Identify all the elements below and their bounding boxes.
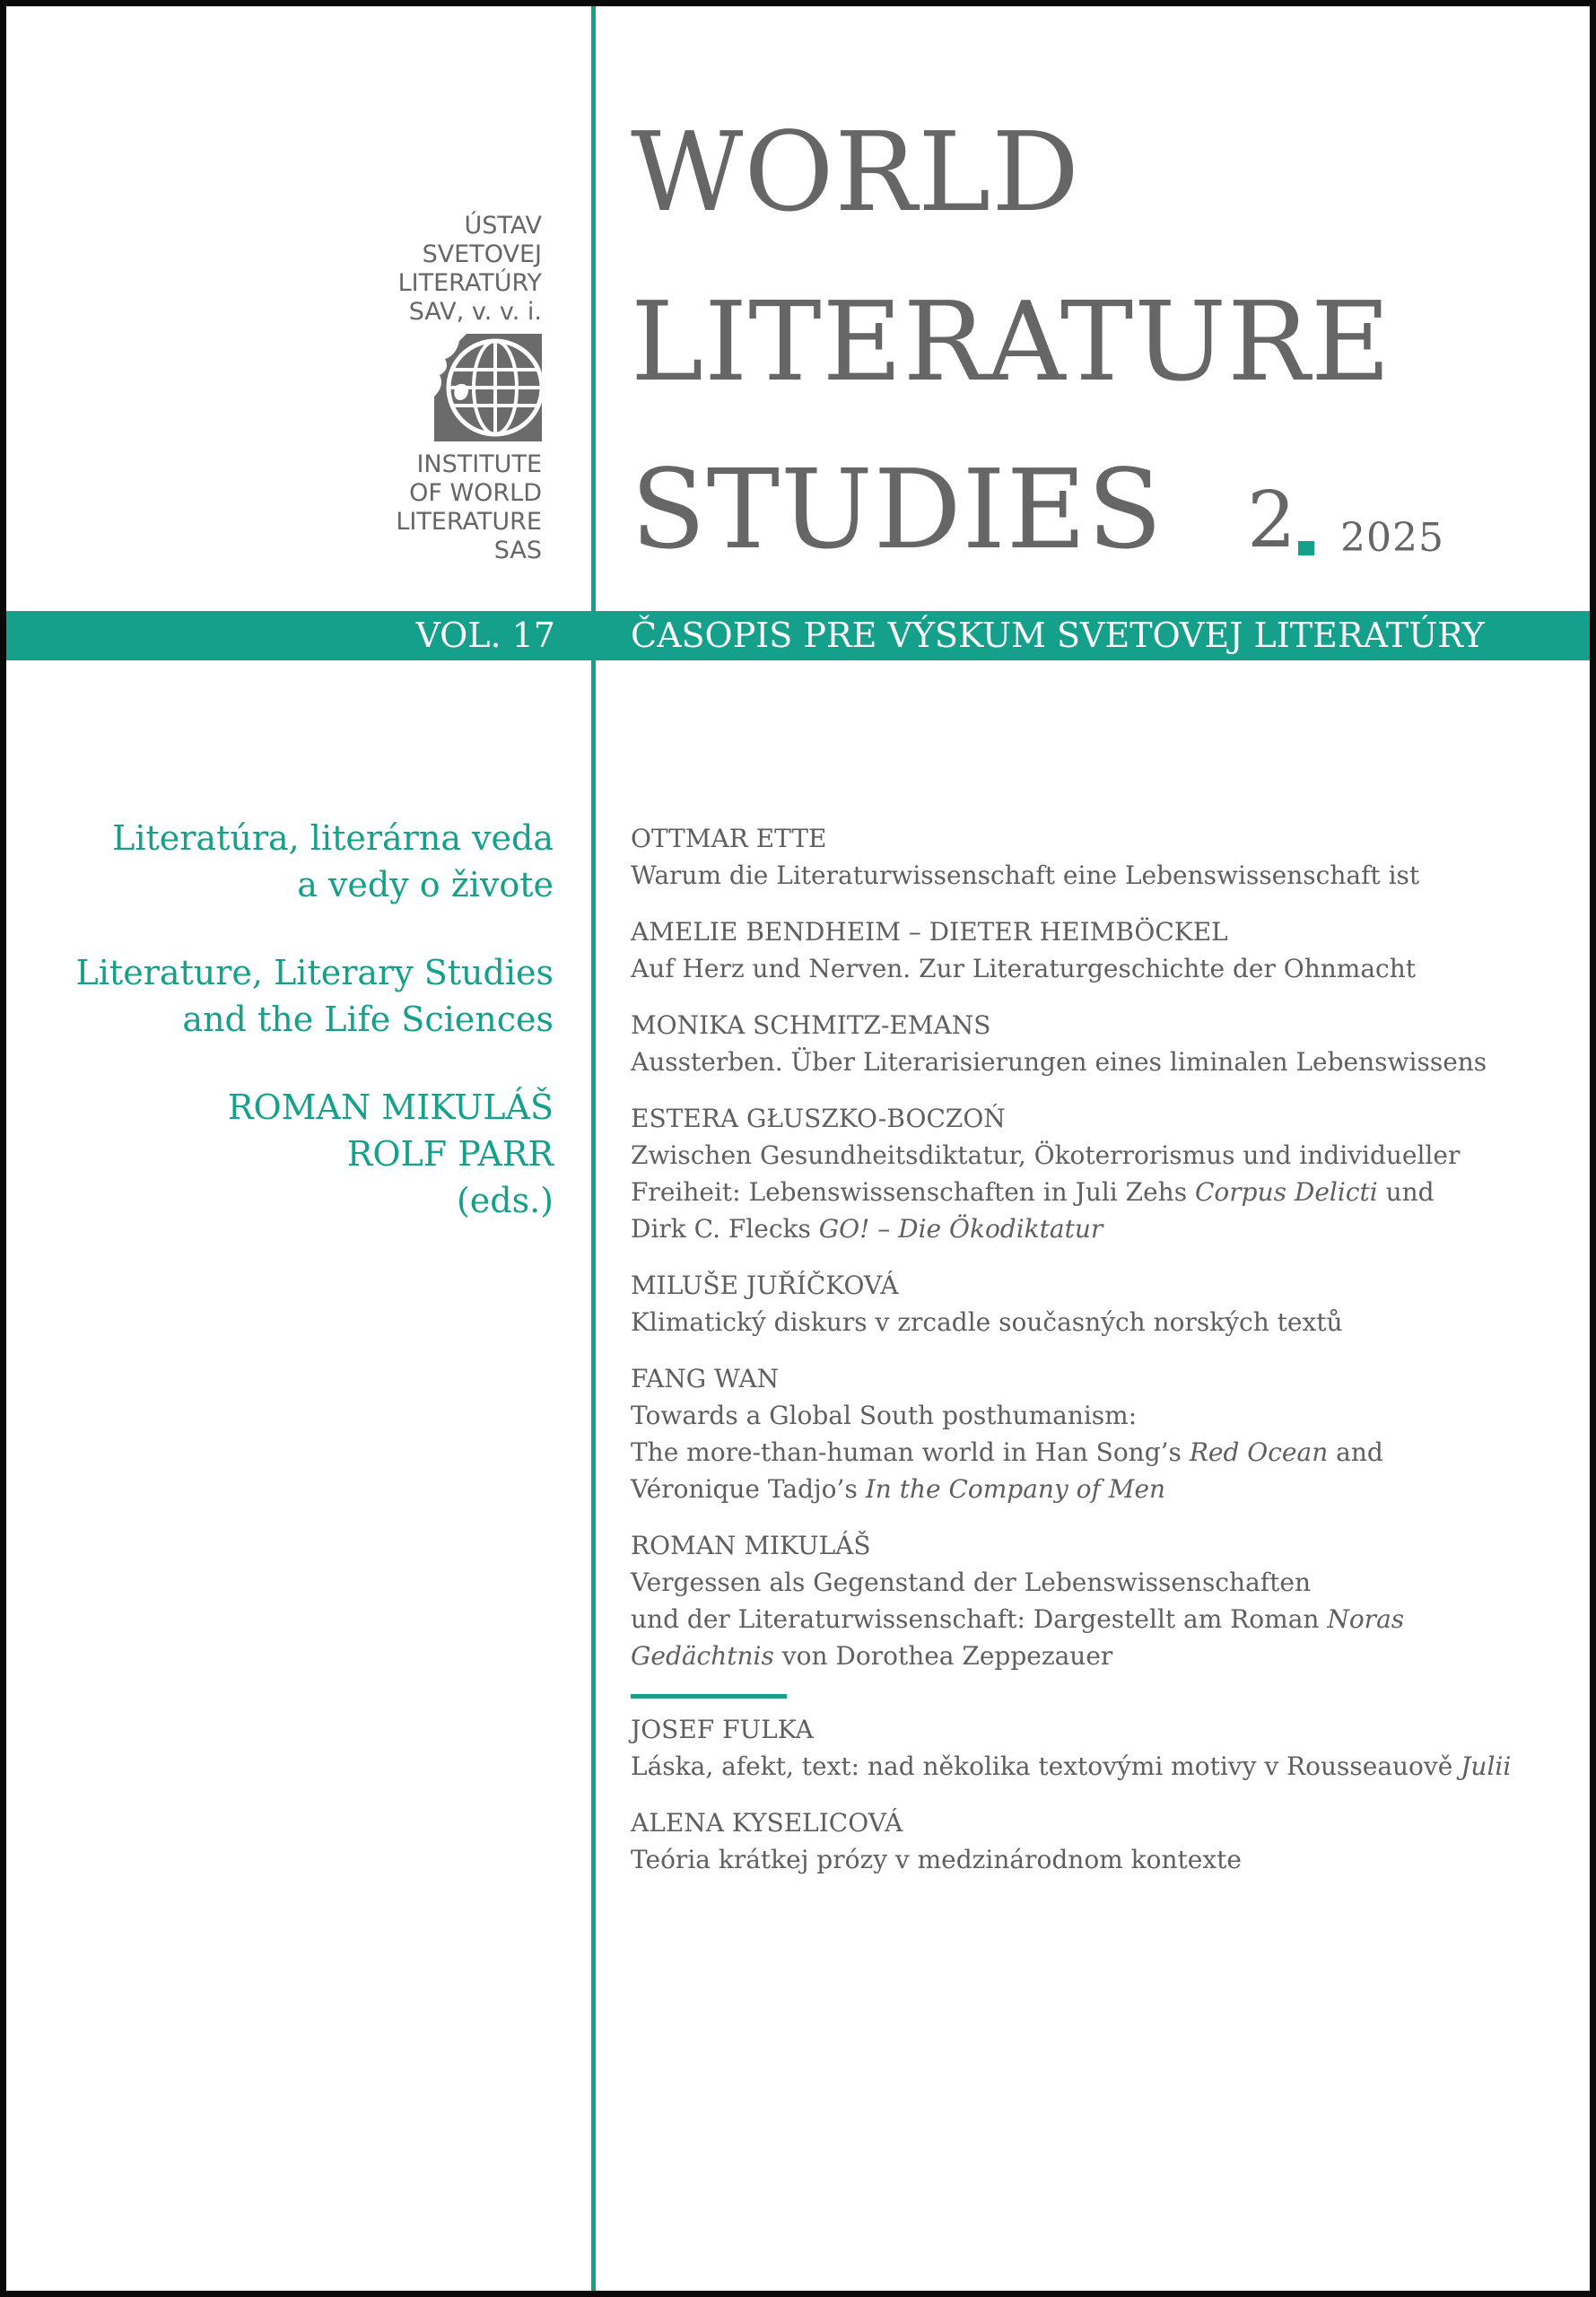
toc-title-italic: Gedächtnis	[631, 1641, 774, 1671]
toc-entry	[631, 1804, 1564, 1878]
toc-entry	[631, 1267, 1564, 1341]
toc-author: OTTMAR ETTE	[631, 824, 827, 853]
toc-title-line	[631, 1638, 1564, 1674]
toc-author: ESTERA GŁUSZKO-BOCZOŃ	[631, 1104, 1006, 1133]
theme-line: Literatúra, literárna veda	[112, 818, 554, 858]
vertical-divider	[591, 0, 596, 2297]
institute-line: SVETOVEJ	[422, 240, 542, 268]
toc-title-italic: Julii	[1461, 1751, 1512, 1781]
institute-line: ÚSTAV	[464, 212, 542, 240]
theme-line: and the Life Sciences	[182, 1000, 554, 1039]
toc-author: MONIKA SCHMITZ-EMANS	[631, 1010, 991, 1040]
toc-title-text: und	[1377, 1177, 1435, 1207]
toc-title-text: Warum die Literaturwissenschaft eine Lebenswissenschaft ist	[631, 860, 1420, 890]
toc-title-italic: Corpus Delicti	[1195, 1177, 1378, 1207]
toc-author: ROMAN MIKULÁŠ	[631, 1531, 871, 1560]
toc-title-line	[631, 1564, 1564, 1601]
toc-title-text: and	[1328, 1437, 1383, 1467]
toc-entry	[631, 1527, 1564, 1674]
theme-title-sk	[76, 815, 554, 908]
toc-title-line	[631, 1748, 1564, 1785]
toc-title-text: Towards a Global South posthumanism:	[631, 1401, 1138, 1430]
institute-name-en	[396, 450, 542, 565]
toc-title-line	[631, 1471, 1564, 1507]
toc-author: AMELIE BENDHEIM – DIETER HEIMBÖCKEL	[631, 917, 1228, 947]
toc-title-text: und der Literaturwissenschaft: Dargestellt am Roman	[631, 1604, 1328, 1634]
toc-title-italic: GO! – Die Ökodiktatur	[818, 1214, 1103, 1244]
institute-line: OF WORLD	[409, 479, 542, 507]
toc-title-italic: Noras	[1327, 1604, 1405, 1634]
toc-title-text: Dirk C. Flecks	[631, 1214, 819, 1244]
section-divider	[631, 1694, 787, 1699]
theme-editors	[76, 1084, 554, 1224]
issue-dot	[1298, 541, 1314, 555]
toc-author: ALENA KYSELICOVÁ	[631, 1808, 903, 1838]
toc-author: FANG WAN	[631, 1364, 780, 1393]
toc-title-line	[631, 857, 1564, 894]
toc-title-text: Freiheit: Lebenswissenschaften in Juli Zehs	[631, 1177, 1195, 1207]
editors-note: (eds.)	[456, 1181, 554, 1220]
toc-title-text: Auf Herz und Nerven. Zur Literaturgeschichte der Ohnmacht	[631, 954, 1416, 983]
toc-title-text: Zwischen Gesundheitsdiktatur, Ökoterrorismus und individueller	[631, 1140, 1461, 1170]
toc-title-line	[631, 1304, 1564, 1341]
institute-line: LITERATÚRY	[397, 269, 542, 297]
issue-number: 2	[1247, 476, 1296, 565]
institute-line: SAV, v. v. i.	[408, 298, 542, 326]
globe-emblem-icon	[434, 334, 542, 441]
journal-title-line: STUDIES	[631, 446, 1164, 573]
volume-label: VOL. 17	[415, 616, 555, 655]
toc-title-text: Véronique Tadjo’s	[631, 1474, 866, 1504]
toc-title-text: Láska, afekt, text: nad několika textovými motivy v Rousseauově	[631, 1751, 1461, 1781]
journal-title-line: LITERATURE	[631, 278, 1392, 406]
toc-entry	[631, 1711, 1564, 1785]
journal-title-line: WORLD	[631, 109, 1081, 236]
toc-title-line	[631, 1397, 1564, 1434]
toc-title-text: Klimatický diskurs v zrcadle současných norských textů	[631, 1307, 1343, 1337]
toc-title-text: Vergessen als Gegenstand der Lebenswissenschaften	[631, 1568, 1311, 1597]
toc-entry	[631, 1360, 1564, 1507]
toc-title-text: von Dorothea Zeppezauer	[773, 1641, 1113, 1671]
toc-title-line	[631, 950, 1564, 987]
editor-name: ROMAN MIKULÁŠ	[227, 1087, 554, 1127]
toc-title-text: The more-than-human world in Han Song’s	[631, 1437, 1190, 1467]
toc-title-line	[631, 1137, 1564, 1174]
toc-title-italic: In the Company of Men	[865, 1474, 1166, 1504]
journal-subtitle: ČASOPIS PRE VÝSKUM SVETOVEJ LITERATÚRY	[631, 616, 1485, 655]
toc-title-line	[631, 1174, 1564, 1210]
toc-author: JOSEF FULKA	[631, 1715, 814, 1744]
toc-title-text: Teória krátkej prózy v medzinárodnom kontexte	[631, 1845, 1242, 1874]
toc-entry	[631, 820, 1564, 894]
toc-entry	[631, 913, 1564, 987]
institute-name-sk	[398, 212, 542, 327]
editor-name: ROLF PARR	[346, 1134, 554, 1174]
toc-title-line	[631, 1210, 1564, 1247]
institute-line: SAS	[493, 537, 542, 564]
issue-theme	[76, 815, 554, 1265]
theme-line: a vedy o živote	[297, 865, 554, 904]
issue-year: 2025	[1340, 515, 1444, 561]
toc-title-line	[631, 1434, 1564, 1471]
toc-title-italic: Red Ocean	[1189, 1437, 1329, 1467]
toc-title-line	[631, 1601, 1564, 1638]
toc-title-text: Aussterben. Über Literarisierungen eines liminalen Lebenswissens	[631, 1047, 1487, 1077]
institute-line: INSTITUTE	[416, 450, 542, 478]
toc-author: MILUŠE JUŘÍČKOVÁ	[631, 1271, 899, 1300]
toc-entry	[631, 1007, 1564, 1080]
institute-line: LITERATURE	[396, 508, 542, 536]
theme-line: Literature, Literary Studies	[75, 953, 554, 992]
toc-title-line	[631, 1841, 1564, 1878]
toc-title-line	[631, 1044, 1564, 1080]
table-of-contents	[631, 820, 1564, 1898]
toc-entry	[631, 1100, 1564, 1247]
theme-title-en	[76, 949, 554, 1043]
